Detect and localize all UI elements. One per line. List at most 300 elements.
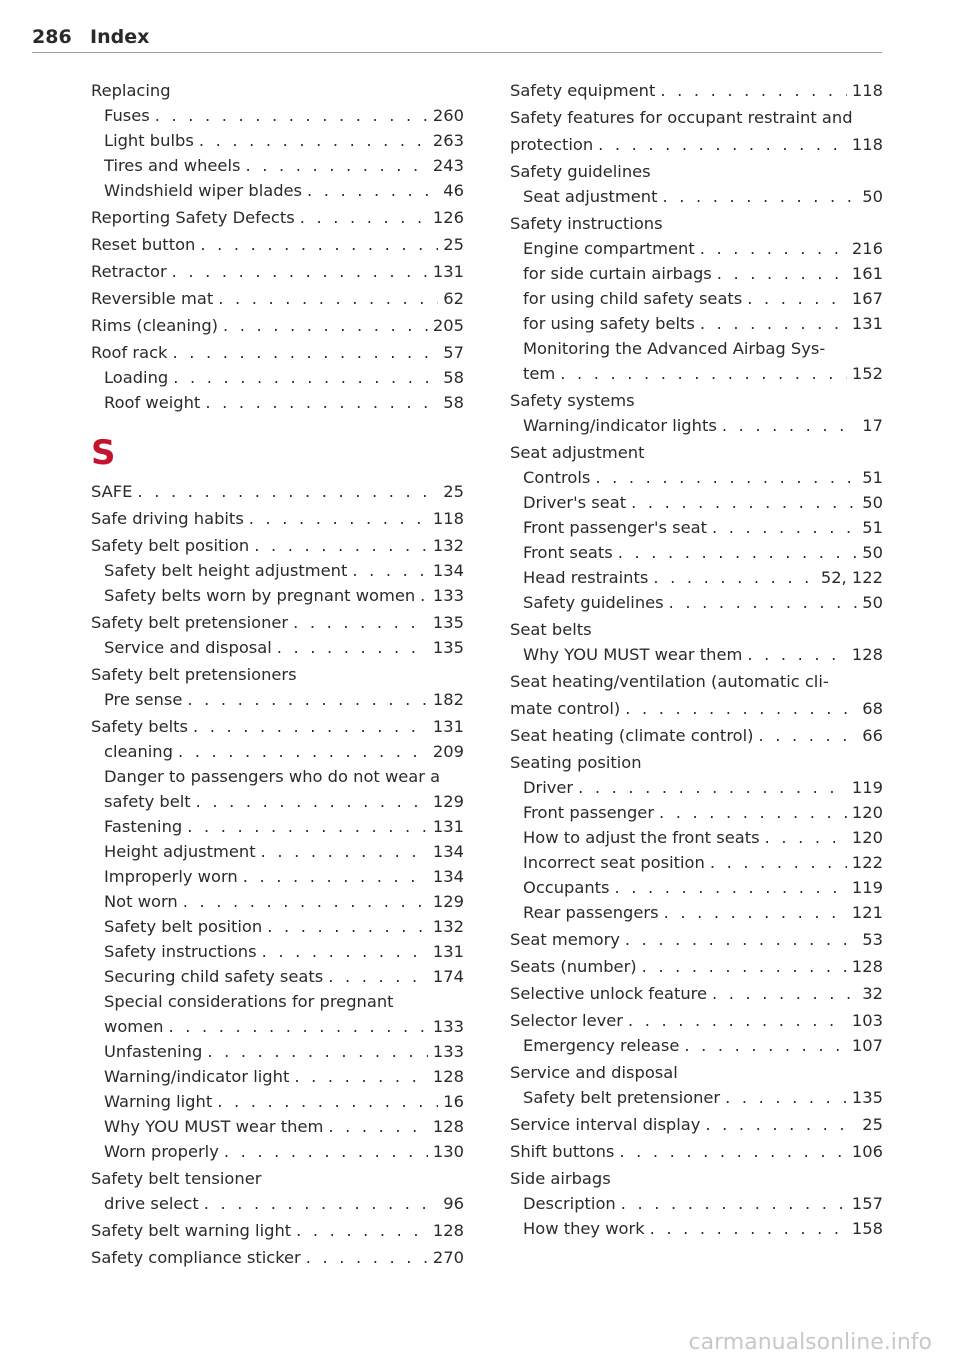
- dot-leader: [712, 515, 857, 540]
- dot-leader: [196, 789, 428, 814]
- page-reference: 133: [432, 586, 464, 605]
- index-heading: [510, 927, 883, 952]
- entry-term: Warning light: [104, 1092, 213, 1111]
- index-heading: [510, 750, 883, 775]
- page-reference: 128: [432, 1067, 464, 1086]
- index-heading: [91, 232, 464, 257]
- page-reference: 133: [432, 1017, 464, 1036]
- index-entry: [510, 750, 883, 925]
- index-entry: [510, 954, 883, 979]
- dot-leader: [328, 964, 428, 989]
- watermark: carmanualsonline.info: [688, 1330, 932, 1355]
- index-subentry: [510, 565, 883, 590]
- index-subentry: [510, 900, 883, 925]
- index-subentry: [510, 825, 883, 850]
- entry-term: for using child safety seats: [523, 289, 743, 308]
- entry-term: Safety instructions: [104, 942, 257, 961]
- index-heading: [91, 662, 464, 687]
- entry-term: Rear passengers: [523, 903, 659, 922]
- index-heading: [91, 286, 464, 311]
- index-heading: [510, 1112, 883, 1137]
- dot-leader: [200, 232, 438, 257]
- page-reference: 132: [432, 917, 464, 936]
- page-reference: 25: [443, 482, 464, 501]
- index-heading: [510, 105, 883, 130]
- entry-term: Front passenger's seat: [523, 518, 708, 537]
- index-subentry: [91, 814, 464, 839]
- index-subentry: [510, 1085, 883, 1110]
- page-reference: 62: [443, 289, 464, 308]
- page-reference: 120: [851, 828, 883, 847]
- page-reference: 107: [851, 1036, 883, 1055]
- index-subentry: [91, 128, 464, 153]
- index-entry: [91, 1218, 464, 1243]
- page-reference: 58: [443, 368, 464, 387]
- page-reference: 51: [862, 518, 883, 537]
- entry-term: safety belt: [104, 792, 191, 811]
- entry-term: Seat belts: [510, 620, 592, 639]
- index-heading: [91, 714, 464, 739]
- entry-term: protection: [510, 135, 594, 154]
- entry-term: Rims (cleaning): [91, 316, 219, 335]
- page-reference: 122: [851, 853, 883, 872]
- dot-leader: [155, 103, 428, 128]
- index-entry: [91, 313, 464, 338]
- entry-term: drive select: [104, 1194, 199, 1213]
- index-subentry: [510, 850, 883, 875]
- entry-term: Safety guidelines: [523, 593, 664, 612]
- entry-term: Retractor: [91, 262, 167, 281]
- entry-term: Seat adjustment: [510, 443, 645, 462]
- entry-term: Safety equipment: [510, 81, 656, 100]
- dot-leader: [560, 361, 847, 386]
- index-heading: [510, 211, 883, 236]
- dot-leader: [277, 635, 428, 660]
- index-heading: [510, 1060, 883, 1085]
- page-reference: 131: [432, 942, 464, 961]
- dot-leader: [193, 714, 428, 739]
- index-entry: [91, 479, 464, 504]
- index-heading: [510, 1008, 883, 1033]
- index-entry: [91, 78, 464, 203]
- dot-leader: [669, 590, 858, 615]
- index-entry: [510, 723, 883, 748]
- index-subentry: [91, 365, 464, 390]
- dot-leader: [224, 1139, 428, 1164]
- entry-term: Seat memory: [510, 930, 620, 949]
- entry-term: How they work: [523, 1219, 645, 1238]
- entry-term: Selector lever: [510, 1011, 623, 1030]
- index-subentry: [91, 390, 464, 415]
- index-heading: [91, 340, 464, 365]
- index-heading: [510, 981, 883, 1006]
- dot-leader: [618, 540, 858, 565]
- dot-leader: [631, 490, 857, 515]
- page-reference: 131: [432, 817, 464, 836]
- index-subentry: [91, 178, 464, 203]
- dot-leader: [660, 78, 847, 103]
- page-reference: 135: [432, 638, 464, 657]
- dot-leader: [700, 236, 847, 261]
- entry-term: Safe driving habits: [91, 509, 244, 528]
- page-reference: 120: [851, 803, 883, 822]
- entry-term: tem: [523, 364, 556, 383]
- page-reference: 152: [851, 364, 883, 383]
- index-subentry: [91, 1089, 464, 1114]
- index-entry: [91, 610, 464, 660]
- index-subentry: [510, 775, 883, 800]
- dot-leader: [722, 413, 857, 438]
- index-heading: [510, 1139, 883, 1164]
- entry-term: Safety belt position: [91, 536, 250, 555]
- page-reference: 119: [851, 878, 883, 897]
- page-reference: 131: [432, 262, 464, 281]
- index-entry: [91, 1166, 464, 1216]
- entry-term: Service and disposal: [510, 1063, 678, 1082]
- page-reference: 135: [851, 1088, 883, 1107]
- entry-term: SAFE: [91, 482, 133, 501]
- entry-term: Reset button: [91, 235, 196, 254]
- entry-term: Safety guidelines: [510, 162, 651, 181]
- page-reference: 103: [851, 1011, 883, 1030]
- dot-leader: [168, 1014, 427, 1039]
- dot-leader: [137, 479, 438, 504]
- entry-term: Replacing: [91, 81, 171, 100]
- dot-leader: [300, 205, 428, 230]
- entry-term: Engine compartment: [523, 239, 695, 258]
- index-entry: [91, 340, 464, 415]
- page-reference: 134: [432, 867, 464, 886]
- page-reference: 121: [851, 903, 883, 922]
- entry-term: How to adjust the front seats: [523, 828, 760, 847]
- dot-leader: [328, 1114, 428, 1139]
- index-subentry: [91, 964, 464, 989]
- page-reference: 216: [851, 239, 883, 258]
- dot-leader: [664, 900, 847, 925]
- entry-term: Safety belt warning light: [91, 1221, 292, 1240]
- dot-leader: [352, 558, 428, 583]
- page-reference: 167: [851, 289, 883, 308]
- index-entry: [91, 662, 464, 712]
- page-reference: 209: [432, 742, 464, 761]
- dot-leader: [172, 259, 428, 284]
- entry-term: Tires and wheels: [104, 156, 241, 175]
- index-subentry: [510, 336, 883, 361]
- index-heading: [510, 954, 883, 979]
- page-reference: 132: [432, 536, 464, 555]
- page-reference: 51: [862, 468, 883, 487]
- dot-leader: [187, 687, 428, 712]
- index-heading: [510, 723, 883, 748]
- dot-leader: [712, 981, 857, 1006]
- entry-term: for using safety belts: [523, 314, 695, 333]
- index-subentry: [510, 1191, 883, 1216]
- dot-leader: [183, 889, 428, 914]
- index-entry: [510, 78, 883, 103]
- entry-term: Special considerations for pregnant: [104, 992, 394, 1011]
- index-subentry: [510, 590, 883, 615]
- entry-term: Monitoring the Advanced Airbag Sys-: [523, 339, 826, 358]
- page-reference: 118: [432, 509, 464, 528]
- entry-term: Side airbags: [510, 1169, 611, 1188]
- index-subentry: [510, 184, 883, 209]
- entry-term: Description: [523, 1194, 616, 1213]
- index-subentry: [91, 1014, 464, 1039]
- entry-term: Controls: [523, 468, 591, 487]
- dot-leader: [595, 465, 857, 490]
- entry-term: Pre sense: [104, 690, 183, 709]
- index-subentry: [510, 1033, 883, 1058]
- entry-term: Safety compliance sticker: [91, 1248, 301, 1267]
- index-entry: [510, 440, 883, 615]
- index-entry: [91, 232, 464, 257]
- index-heading: [91, 313, 464, 338]
- index-subentry: [510, 361, 883, 386]
- index-subentry: [91, 764, 464, 789]
- entry-term: Improperly worn: [104, 867, 238, 886]
- dot-leader: [306, 1245, 428, 1270]
- dot-leader: [261, 839, 428, 864]
- index-entry: [91, 1245, 464, 1270]
- dot-leader: [615, 875, 847, 900]
- index-subentry: [91, 635, 464, 660]
- page-reference: 25: [862, 1115, 883, 1134]
- index-subentry: [510, 236, 883, 261]
- index-heading: [510, 159, 883, 184]
- dot-leader: [684, 1033, 847, 1058]
- entry-term: for side curtain airbags: [523, 264, 712, 283]
- index-entry: [510, 388, 883, 438]
- index-subentry: [510, 642, 883, 667]
- entry-term: Why YOU MUST wear them: [104, 1117, 324, 1136]
- page-reference: 128: [851, 645, 883, 664]
- entry-term: Windshield wiper blades: [104, 181, 303, 200]
- index-subentry: [91, 1064, 464, 1089]
- dot-leader: [267, 914, 428, 939]
- entry-term: Service and disposal: [104, 638, 272, 657]
- index-subentry: [91, 687, 464, 712]
- page-reference: 52, 122: [820, 568, 883, 587]
- page-reference: 32: [862, 984, 883, 1003]
- dot-leader: [178, 739, 428, 764]
- entry-term: Seats (number): [510, 957, 637, 976]
- dot-leader: [245, 153, 427, 178]
- page-reference: 50: [862, 493, 883, 512]
- index-entry: [91, 533, 464, 608]
- entry-term: cleaning: [104, 742, 173, 761]
- index-entry: [91, 205, 464, 230]
- index-heading: [91, 533, 464, 558]
- page-reference: 134: [432, 561, 464, 580]
- entry-term: Fuses: [104, 106, 150, 125]
- index-entry: [510, 696, 883, 721]
- page-reference: 126: [432, 208, 464, 227]
- index-heading: [91, 506, 464, 531]
- index-subentry: [91, 939, 464, 964]
- page-reference: 118: [851, 135, 883, 154]
- dot-leader: [187, 814, 428, 839]
- index-heading: [91, 610, 464, 635]
- dot-leader: [717, 261, 847, 286]
- dot-leader: [628, 1008, 847, 1033]
- dot-leader: [759, 723, 858, 748]
- page-reference: 270: [432, 1248, 464, 1267]
- page-reference: 157: [851, 1194, 883, 1213]
- page-reference: 50: [862, 593, 883, 612]
- page-reference: 118: [851, 81, 883, 100]
- index-heading: [510, 696, 883, 721]
- dot-leader: [173, 365, 438, 390]
- entry-term: women: [104, 1017, 164, 1036]
- dot-leader: [619, 1139, 847, 1164]
- page-reference: 96: [443, 1194, 464, 1213]
- index-entry: [510, 132, 883, 157]
- dot-leader: [725, 1085, 847, 1110]
- entry-term: Reporting Safety Defects: [91, 208, 295, 227]
- dot-leader: [663, 184, 858, 209]
- dot-leader: [294, 1064, 428, 1089]
- dot-leader: [642, 954, 847, 979]
- page-reference: 133: [432, 1042, 464, 1061]
- index-subentry: [510, 1216, 883, 1241]
- entry-term: Seat heating/ventilation (automatic cli-: [510, 672, 829, 691]
- page-reference: 66: [862, 726, 883, 745]
- page-reference: 205: [432, 316, 464, 335]
- index-entry: [510, 1060, 883, 1110]
- index-subentry: [91, 1114, 464, 1139]
- page-reference: 131: [432, 717, 464, 736]
- entry-term: Unfastening: [104, 1042, 203, 1061]
- index-heading: [91, 1166, 464, 1191]
- dot-leader: [625, 927, 857, 952]
- entry-term: Warning/indicator lights: [523, 416, 717, 435]
- page-reference: 17: [862, 416, 883, 435]
- entry-term: Selective unlock feature: [510, 984, 708, 1003]
- page-reference: 130: [432, 1142, 464, 1161]
- index-subentry: [510, 540, 883, 565]
- entry-term: Occupants: [523, 878, 610, 897]
- index-heading: [91, 78, 464, 103]
- entry-term: Safety belt pretensioner: [91, 613, 289, 632]
- dot-leader: [307, 178, 438, 203]
- index-entry: [510, 105, 883, 130]
- page-reference: 128: [432, 1221, 464, 1240]
- entry-term: Not worn: [104, 892, 178, 911]
- index-subentry: [91, 789, 464, 814]
- entry-term: Light bulbs: [104, 131, 194, 150]
- entry-term: Service interval display: [510, 1115, 701, 1134]
- entry-term: Safety instructions: [510, 214, 663, 233]
- entry-term: Front seats: [523, 543, 613, 562]
- index-subentry: [91, 889, 464, 914]
- entry-term: Seating position: [510, 753, 642, 772]
- index-subentry: [91, 153, 464, 178]
- index-entry: [91, 259, 464, 284]
- dot-leader: [653, 565, 815, 590]
- index-entry: [510, 981, 883, 1006]
- index-block-r: [91, 78, 464, 415]
- index-subentry: [510, 800, 883, 825]
- dot-leader: [204, 1191, 439, 1216]
- index-entry: [510, 211, 883, 386]
- index-subentry: [510, 261, 883, 286]
- entry-term: Why YOU MUST wear them: [523, 645, 743, 664]
- entry-term: Head restraints: [523, 568, 649, 587]
- dot-leader: [598, 132, 847, 157]
- page-reference: 129: [432, 892, 464, 911]
- index-heading: [510, 617, 883, 642]
- page-reference: 135: [432, 613, 464, 632]
- index-column-left: [91, 76, 464, 1270]
- page-reference: 53: [862, 930, 883, 949]
- dot-leader: [765, 825, 847, 850]
- dot-leader: [218, 286, 438, 311]
- dot-leader: [172, 340, 438, 365]
- dot-leader: [199, 128, 428, 153]
- page-reference: 58: [443, 393, 464, 412]
- entry-term: Reversible mat: [91, 289, 214, 308]
- dot-leader: [747, 642, 847, 667]
- entry-term: Safety systems: [510, 391, 635, 410]
- page-reference: 68: [862, 699, 883, 718]
- index-block-s: [91, 479, 464, 1270]
- header-rule: [32, 52, 882, 53]
- entry-term: Fastening: [104, 817, 183, 836]
- dot-leader: [420, 583, 428, 608]
- index-entry: [510, 1008, 883, 1058]
- entry-term: Roof weight: [104, 393, 201, 412]
- index-heading: [91, 1218, 464, 1243]
- page-title: Index: [90, 26, 150, 48]
- page-reference: 106: [851, 1142, 883, 1161]
- index-heading: [91, 259, 464, 284]
- page-reference: 46: [443, 181, 464, 200]
- index-subentry: [510, 413, 883, 438]
- entry-term: Height adjustment: [104, 842, 256, 861]
- page-reference: 134: [432, 842, 464, 861]
- page-reference: 174: [432, 967, 464, 986]
- entry-term: Safety belt position: [104, 917, 263, 936]
- index-entry: [510, 1139, 883, 1164]
- dot-leader: [705, 1112, 857, 1137]
- page-header: [32, 24, 882, 54]
- page-reference: 131: [851, 314, 883, 333]
- index-subentry: [91, 739, 464, 764]
- index-entry: [91, 506, 464, 531]
- index-subentry: [91, 1191, 464, 1216]
- index-subentry: [510, 875, 883, 900]
- entry-term: Safety belt pretensioners: [91, 665, 297, 684]
- entry-term: Safety belts worn by pregnant women: [104, 586, 416, 605]
- index-subentry: [91, 1139, 464, 1164]
- dot-leader: [249, 506, 428, 531]
- index-entry: [91, 286, 464, 311]
- index-heading: [510, 1166, 883, 1191]
- dot-leader: [205, 390, 438, 415]
- page-reference: 243: [432, 156, 464, 175]
- page-reference: 263: [432, 131, 464, 150]
- index-heading: [91, 205, 464, 230]
- page-reference: 161: [851, 264, 883, 283]
- page-number: 286: [32, 26, 72, 48]
- page-reference: 128: [432, 1117, 464, 1136]
- page-reference: 158: [851, 1219, 883, 1238]
- dot-leader: [293, 610, 428, 635]
- index-entry: [91, 714, 464, 1164]
- index-subentry: [91, 558, 464, 583]
- page-reference: 119: [851, 778, 883, 797]
- dot-leader: [625, 696, 857, 721]
